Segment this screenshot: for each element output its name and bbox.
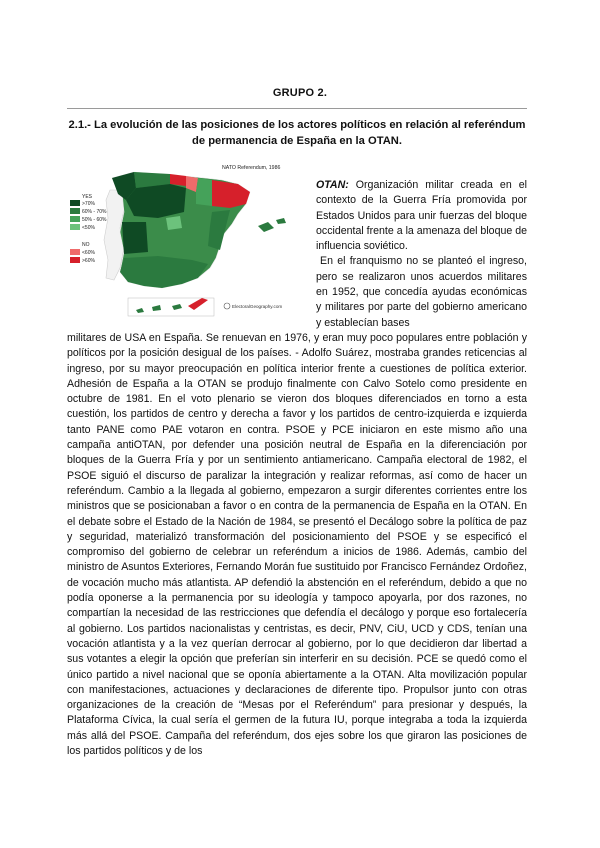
region-madrid [166,216,182,230]
body-paragraph: militares de USA en España. Se renuevan en 1976, y eran muy poco populares entre población y políticos por la posición desigual de los países. - Adolfo Suárez, mostraba grandes reticencias al ingreso, por su mayor preocupación en política interior frente a cuestiones de política exterior. Adhesión de España a la OTAN se produjo finalmente con Calvo Sotelo como presidente en octubre de 1981. En el voto plenario se vieron dos bloques diferenciados en torno a esta cuestión, los partidos de centro y derecha a favor y los partidos de centro-izquierda e izquierda tanto PANE como PAE votaron en contra. PSOE y PCE iniciaron en este mismo año una campaña antiOTAN, por defender una posición neutral de España en la diferenciación por bloques de la Guerra Fría y por un sentimiento antiamericano. Campaña electoral de 1982, el PSOE siguió el discurso de paralizar la integración y realizar reformas, así como de hacer un referéndum. Cambio a la llegada al gobierno, empezaron a surgir diferentes corrientes entre los ministros que se posicionaban a favor o en contra de la permanencia de España en la OTAN. En el debate sobre el Estado de la Nación de 1984, se presentó el Decálogo sobre la política de paz y seguridad, materializó transformación del posicionamiento del PSOE y se especificó el compromiso del gobierno de celebrar un referéndum a inicios de 1986. Además, cambio del ministro de Asuntos Exteriores, Fernando Morán fue sustituido por Francisco Fernández Ordoñez, de vocación mucho más atlantista. AP defendió la abstención en el referéndum, debido a que no podía oponerse a la permanencia por su ideología y tampoco apoyarla, por dos razones, no compartían la necesidad de las restricciones que defendía el decálogo y porque eso fortalecería al gobierno. Los partidos nacionalistas y centristas, es decir, PNV, CiU, UCD y CDS, tenían una vocación atlantista y a la vez querían derrocar al gobierno, por lo que decidieron dar libertad a sus votantes a elegir la opción que preferían sin interferir en su decisión. PCE se quedó como el único partido a nivel nacional que se oponía abiertamente a la OTAN. Alta movilización popular con manifestaciones, actuaciones y declaraciones de diferente tipo. Propulsor junto con otras organizaciones de la creación de “Mesas por el Referéndum” para presionar y después, la Plataforma Cívica, la cual sería el germen de la futura IU, porque integraba a toda la izquierda más allá del PSOE. Campaña del referéndum, dos ejes sobre los que giraron las posiciones de los partidos políticos y de los [67,332,527,758]
legend-yes-item: <50% [82,225,95,231]
region-basque-country [170,174,186,186]
referendum-map [62,160,304,320]
region-aragon-north [196,178,212,206]
legend-yes-label: YES [82,194,93,200]
otan-definition-text: Organización militar creada en el contexto de la Guerra Fría promovida por Estados Unidos para unir fuerzas del bloque occidental frente a la amenaza del bloque de influencia soviético. [316,179,527,253]
map-title: NATO Referendum, 1986 [222,165,281,171]
title-divider [67,108,527,109]
section-title: 2.1.- La evolución de las posiciones de los actores políticos en relación al referéndum de permanencia de España en la OTAN. [68,119,526,147]
otan-definition [316,178,527,254]
otan-term: OTAN: [316,179,349,191]
legend-no-item: <60% [82,250,95,256]
legend-yes-item: >70% [82,201,95,207]
legend-yes-item: 60% - 70% [82,209,107,215]
otan-definition-block [316,178,527,331]
francoism-paragraph: En el franquismo no se planteó el ingreso, pero se realizaron unos acuerdos militares en 1952, que concedía ayudas económicas y militares por parte del gobierno americano y establecían bases [316,255,527,329]
group-title: GRUPO 2. [272,87,328,99]
map-credit [224,303,282,309]
legend-no-item: >60% [82,258,95,264]
map-credit-text: ElectoralGeography.com [232,304,283,309]
region-extremadura [122,222,148,254]
legend-yes-item: 50% - 60% [82,217,107,223]
legend-no-label: NO [82,242,90,248]
